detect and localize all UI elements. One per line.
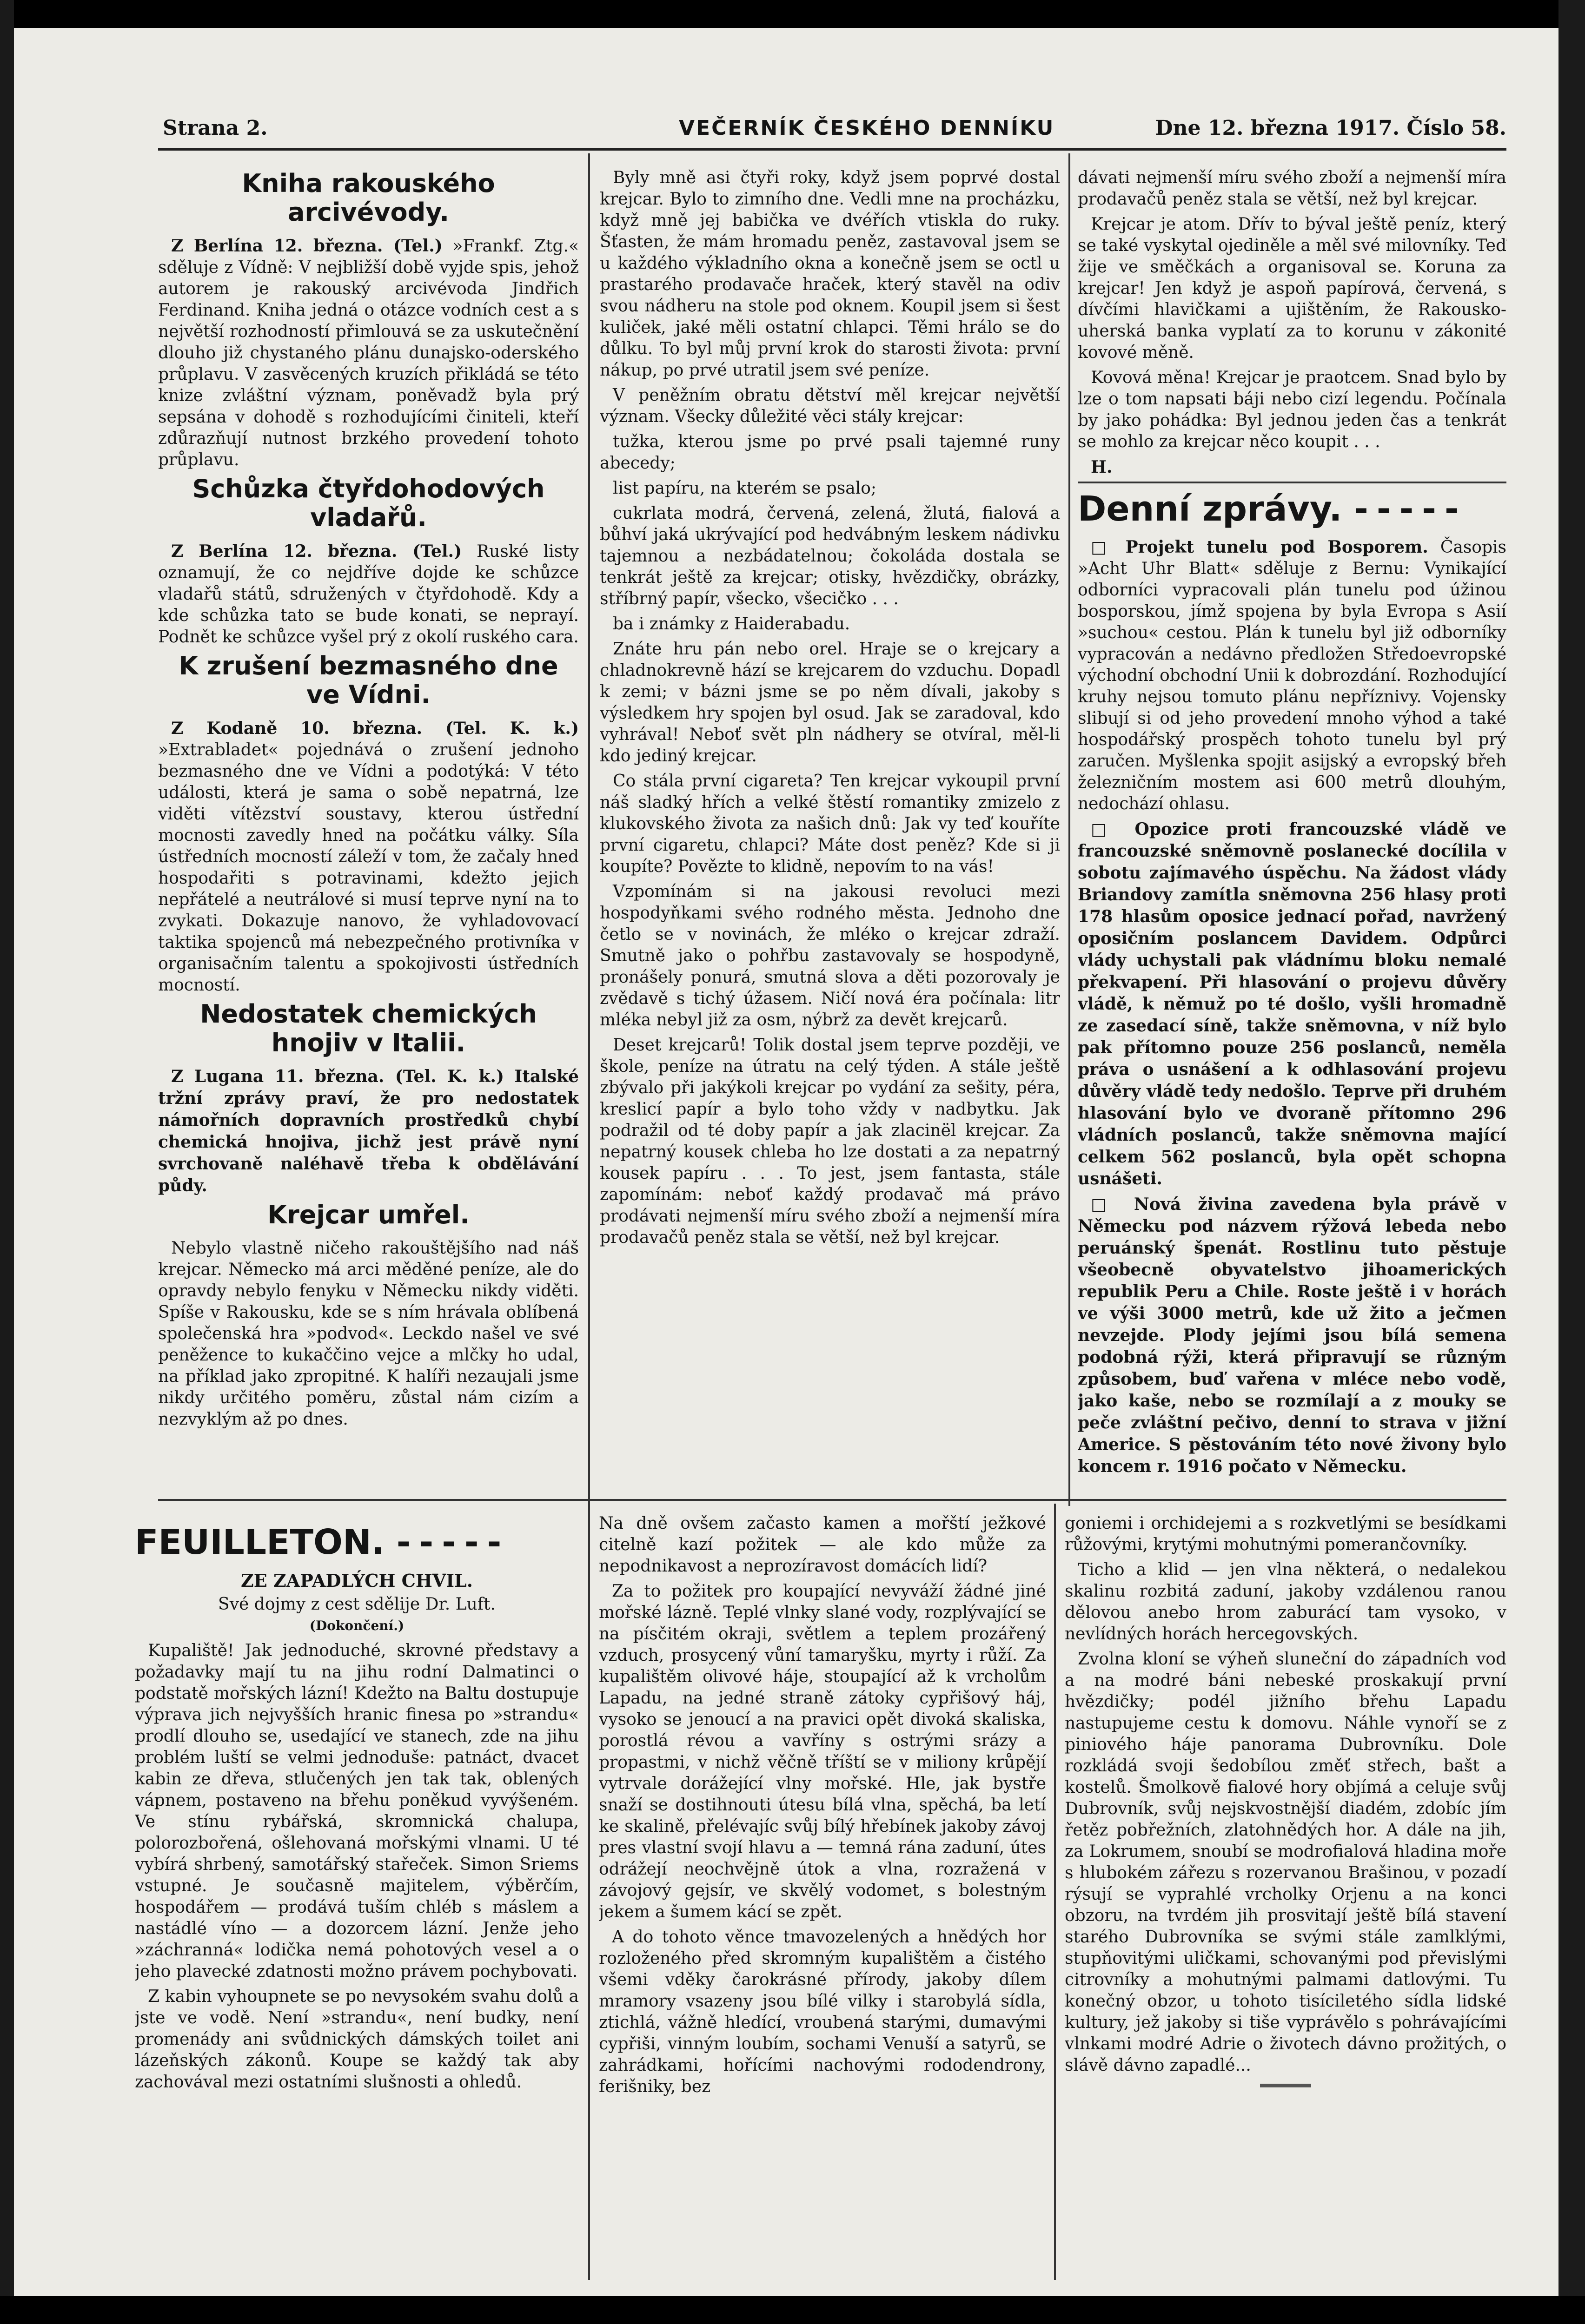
- krejcar-paragraph: Deset krejcarů! Tolik dostal jsem teprve později, ve škole, peníze na útratu na celý týden. A stále ještě zbývalo při jakýkoli krejcar po vydání za sešity, péra, kreslicí papír a bylo toho vždy v nadbytku. Jak podražil od té doby papír a jak zlacinël krejcar. Za nepatrný kousek chleba ho lze dostati a za nepatrný kousek papíru . . . To jest, jsem fantasta, stále zapomínám: neboť každý prodavač má právo prodávati nejmenší míru svého zboží a nejmenší míra prodavačů peněz stala se větší, než byl krejcar.: [600, 1036, 1060, 1247]
- headline-fertilizer: Nedostatek chemických hnojiv v Italii.: [200, 999, 537, 1057]
- end-ornament: [1260, 2084, 1311, 2087]
- article-rulers-meeting: [158, 541, 579, 648]
- headline-meatless-day: K zrušení bezmasného dne ve Vídni.: [179, 651, 558, 709]
- feuilleton-column-1: [135, 1518, 579, 2280]
- dateline: Z Berlína 12. března. (Tel.): [171, 236, 443, 256]
- feuilleton-paragraph: Zvolna kloní se výheň sluneční do západních vod a na modré báni nebeské proskakují první hvězdičky; podél jižního břehu Lapadu nastupujeme cestu k domovu. Náhle vynoří se z piniového háje panorama Dubrovníku. Dole rozkládá svoji šedobílou změť střech, bašt a kostelů. Šmolkově fialové hory objímá a celuje svůj Dubrovník, svůj nejskvostnější diadém, zdobíc jím řetěz pobřežních, zlatohnědých hor. A dále na jih, za Lokrumem, snoubí se modrofialová hladina moře s hlubokém zářezu s rozervanou Brašinou, v pozadí rýsují se vyprahlé vrcholky Orjenu a na konci obzoru, na tvrdém jih prosvitají ještě bílá stavení starého Dubrovníka se svými stále zamlklými, stupňovitými uličkami, schovanými pod převislými citrovníky a mohutnými palmami datlovými. Tu konečný obzor, u tohoto tisíciletého sídla lidské kultury, jež jakoby si tiše vyprávělo s pohrávajícími vlnkami modré Adrie o životech dávno prožitých, o slávě dávno zapadlé...: [1065, 1650, 1506, 2075]
- section-title-denni-zpravy: [1078, 489, 1506, 529]
- article-meatless-day: [158, 718, 579, 996]
- dateline: Z Berlína 12. března. (Tel.): [171, 541, 462, 561]
- krejcar-paragraph: dávati nejmenší míru svého zboží a nejmenší míra prodavačů peněz stala se větší, než byl krejcar.: [1078, 168, 1506, 209]
- headline-rulers-meeting: Schůzka čtyřdohodových vladařů.: [192, 474, 545, 532]
- news-lead: Nová živina zavedena byla právě v Německu: [1078, 1195, 1506, 1236]
- page-header: [158, 116, 1506, 149]
- feuilleton-paragraph: Na dně ovšem začasto kamen a mořští ježkové citelně kazí požitek — ale kdo může za nepodnikavost a neprozíravost domácích lidí?: [599, 1514, 1046, 1576]
- section-rule: [1078, 482, 1506, 483]
- scan-edge-left: [0, 0, 14, 2324]
- square-bullet-icon: □: [1091, 1195, 1118, 1214]
- krejcar-paragraph: Kovová měna! Krejcar je praotcem. Snad bylo by lze o tom napsati báji nebo cizí legendu. Počínala by jako pohádka: Byl jednou jeden čas a tenkrát se mohlo za krejcar něco koupit . . .: [1078, 368, 1506, 451]
- headline-krejcar: Krejcar umřel.: [267, 1200, 470, 1229]
- article-text: Italské tržní zprávy praví, že pro nedostatek námořních dopravních prostředků chybí chemická hnojiva, jichž jest právě nyní svrchovaně naléhavě třeba k obdělávání půdy.: [158, 1067, 579, 1195]
- feuilleton-paragraph: Kupaliště! Jak jednoduché, skrovné představy a požadavky mají tu na jihu rodní Dalmatinci o podstatě mořských lázní! Kdežto na Baltu dostupuje výprava jich nejvyšších hranic finesa po »strandu« prodlí dlouho se, usedající ve stanech, zde na jihu problém luští se velmi jednoduše: patnáct, dvacet kabin ze dřeva, stlučených jen tak tak, oblených vápnem, postaveno na břehu poněkud vyvýšeném. Ve stínu rybářská, skromnická chalupa, polorozbořená, ošlehovaná mořskými vlnami. U té vybírá shrbený, samotářský stařeček. Simon Sriems vstupné. Je současně majitelem, výběrčím, hospodářem — prodává tuším chléb s máslem a nastádlé víno — a dozorcem lázní. Jenže jeho »záchranná« lodička nemá pohotových vesel a o jeho plavecké zdatnosti možno právem pochybovati.: [135, 1641, 579, 1981]
- column-1: [158, 167, 579, 1494]
- krejcar-paragraph: ba i známky z Haiderabadu.: [613, 614, 850, 634]
- square-bullet-icon: □: [1091, 820, 1118, 839]
- article-text: »Frankf. Ztg.« sděluje z Vídně: V nejbližší době vyjde spis, jehož autorem je rakouský arcivévoda Jindřich Ferdinand. Kniha jedná o otázce vodních cest a s největší rozhodností přimlouvá se za uskutečnění dlouho již chystaného plánu dunajsko-oderského průplavu. V zasvěcených kruzích přikládá se této knize zvláštní význam, poněvadž byla prý sepsána v dohodě s rozhodujícími činiteli, kteří zdůrazňují nutnost brzkého provedení tohoto průplavu.: [158, 237, 579, 469]
- news-nutrition: [1078, 1194, 1506, 1478]
- krejcar-paragraph: list papíru, na kterém se psalo;: [613, 479, 877, 498]
- krejcar-paragraph: Znáte hru pán nebo orel. Hraje se o krejcary a chladnokrevně hází se krejcarem do vzduchu. Dopadl k zemi; v bázni jsme se po něm dívali, jakoby s výsledkem hry spojen byl osud. Jak se zaradoval, kdo vyhrával! Neboť svět pln nádhery se otvíral, měl-li kdo jediný krejcar.: [600, 640, 1060, 766]
- article-text: Ruské listy oznamují, že co nejdříve dojde ke schůzce vladařů států, sdružených v čtyřdohodě. Kdy a kde schůzka tato se bude konati, se neprayí. Podnět ke schůzce vyšel prý z okolí ruského cara.: [158, 542, 579, 647]
- author-signature: H.: [1091, 457, 1113, 477]
- scan-edge-top: [0, 0, 1585, 28]
- article-krejcar: Nebylo vlastně ničeho rakouštějšího nad náš krejcar. Německo má arci měděné peníze, ale do opravdy nebylo fenyku v Německu nikdy viděti. Spíše v Rakousku, kde se s ním hrávala oblíbená společenská hra »podvod«. Leckdo našel ve své peněžence to kukaččino vejce a mlčky ho udal, na příklad jako zpropitné. K halíři nezaujali jsme nikdy určitého poměru, zůstal nám cizím a nezvyklým až po dnes.: [158, 1239, 579, 1429]
- feuilleton-paragraph: Ticho a klid — jen vlna některá, o nedalekou skalinu rozbitá zaduní, jakoby vzdálenou ranou dělovou anebo hrom zaburácí tam vysoko, v nevlídných horách hercegovských.: [1065, 1560, 1506, 1644]
- article-fertilizer: [158, 1066, 579, 1197]
- krejcar-paragraph: V peněžním obratu dětství měl krejcar největší význam. Všecky důležité věci stály krejcar:: [600, 386, 1060, 426]
- column-rule: [588, 153, 590, 1506]
- feuilleton-note: (Dokončení.): [309, 1618, 405, 1633]
- feuilleton-column-3: [1065, 1513, 1506, 2280]
- news-text: ve francouzské sněmovně poslanecké docílila v sobotu zajímavého úspěchu. Na žádost vlády Briandovy zamítla sněmovna 256 hlasy proti 178 hlasům oposice jednací pořad, navržený oposičním poslancem Davidem. Odpůrci vlády uchystali pak vládnímu bloku nemalé překvapení. Při hlasování o projevu důvěry vládě, k němuž po té došlo, vyšli hromadně ze zasedací síně, takže sněmovna, v níž bylo pak přítomno pouze 256 poslanců, neměla práva o usnášení a k odhlasování projevu důvěry vládě tedy nedošlo. Teprve při druhém hlasování bylo ve dvoraně přítomno 296 vládních poslanců, takže sněmovna mající celkem 562 poslanců, byla opět schopna usnášeti.: [1078, 819, 1506, 1188]
- column-3: [1078, 167, 1506, 1494]
- feuilleton-paragraph: goniemi i orchidejemi a s rozkvetlými se besídkami růžovými, krytými mohutnými pomerančovníky.: [1065, 1514, 1506, 1554]
- column-2: [600, 167, 1060, 1494]
- article-archduke-book: [158, 235, 579, 471]
- issue-date: Dne 12. března 1917. Číslo 58.: [1155, 116, 1506, 140]
- feuilleton-byline: Své dojmy z cest sdělije Dr. Luft.: [218, 1595, 496, 1614]
- column-rule: [588, 1504, 590, 2280]
- column-rule: [1068, 153, 1070, 1506]
- feuilleton-paragraph: Z kabin vyhoupnete se po nevysokém svahu dolů a jste ve vodě. Není »strandu«, není budky, není promenády ani svůdnických dámských toilet ani lázeňských zákonů. Koupe se každý tak aby zachovával mezi ostatními slušnosti a ohledů.: [135, 1987, 579, 2092]
- feuilleton-rule: [158, 1499, 1506, 1501]
- news-lead: Projekt tunelu pod Bosporem.: [1125, 537, 1428, 557]
- news-france: [1078, 819, 1506, 1190]
- feuilleton-subtitle: ZE ZAPADLÝCH CHVIL.: [241, 1570, 473, 1591]
- section-title: Denní zprávy.: [1078, 489, 1342, 529]
- feuilleton-title: [135, 1522, 579, 1562]
- scan-edge-bottom: [0, 2296, 1585, 2324]
- krejcar-paragraph: Byly mně asi čtyři roky, když jsem poprvé dostal krejcar. Bylo to zimního dne. Vedli mne na procházku, když mně jej babička ve dvéřích vtiskla do ruky. Šťasten, že mám hromadu peněz, zastavoval jsem se u každého výkladního okna a konečně jsem se octl u prastarého prodavače hraček, který stavěl na odiv svou nádheru na stole pod oknem. Koupil jsem si šest kuliček, jaké měli ostatní chlapci. Těmi hrálo se do důlku. To byl můj první krok do starosti života: první nákup, po prvé utratil jsem své peníze.: [600, 168, 1060, 380]
- feuilleton-title-text: FEUILLETON.: [135, 1522, 385, 1562]
- krejcar-paragraph: Co stála první cigareta? Ten krejcar vykoupil první náš sladký hřích a velké štěstí romantiky zmizelo z klukovského života za našich dnů: Jak vy teď kouříte první cigaretu, chlapci? Máte dost peněz? Kde si ji koupíte? Povězte to klidně, nepovím to na vás!: [600, 772, 1060, 876]
- column-rule: [1054, 1504, 1056, 2280]
- news-text: pod názvem rýžová lebeda nebo peruánský špenát. Rostlinu tuto pěstuje všeobecně obyvatelstvo jihoamerických republik Peru a Chile. Roste ještě i v horách ve výši 3000 metrů, kde už žito a ječmen nevzejde. Plody jejími jsou bílá semena podobná rýži, která připravují se různým způsobem, buď vařena v mléce nebo vodě, jako kaše, nebo se rozmílají a z mouky se peče zvláštní pečivo, denní to strava v jižní Americe. S pěstováním této nové živony bylo koncem r. 1916 počato v Německu.: [1078, 1216, 1506, 1476]
- square-bullet-icon: □: [1091, 538, 1114, 557]
- krejcar-paragraph: Vzpomínám si na jakousi revoluci mezi hospodyňkami svého rodného města. Jednoho dne četlo se v novinách, že mléko o krejcar zdraží. Smutně jako o pohřbu zastavovaly se hospodyně, pronášely ponurá, smutná slova a děti pozorovaly je zvědavě s tichý úžasem. Ničí nová éra počínala: litr mléka nebyl již za osm, nýbrž za devět krejcarů.: [600, 882, 1060, 1030]
- article-text: »Extrabladet« pojednává o zrušení jednoho bezmasného dne ve Vídni a podotýká: V této události, která je sama o sobě nepatrná, lze viděti vítězství soustavy, kterou ústřední mocnosti zavedly hned na počátku války. Síla ústředních mocností záleží v tom, že začaly hned hospodařiti s potravinami, kdežto jejich nepřátelé a neutrálové si musí teprve nyní na to zvykati. Dokazuje nanovo, že vyhladovovací taktika spojenců má nebezpečného protivníka v organisačním talentu a spokojivosti ústředních mocností.: [158, 740, 579, 995]
- title-dashes: -----: [396, 1522, 510, 1562]
- scan-edge-right: [1558, 0, 1585, 2324]
- news-bosporus: [1078, 536, 1506, 815]
- newspaper-title: VEČERNÍK ČESKÉHO DENNÍKU: [679, 116, 1055, 140]
- feuilleton-paragraph: Za to požitek pro koupající nevyváží žádné jiné mořské lázně. Teplé vlnky slané vody, rozplývající se na písčitém okraji, světlem a teplem prozářený vzduch, prosycený vůní tamaryšku, myrty i růží. Za kupalištěm olivové háje, stoupající až k vrcholům Lapadu, na jedné straně zátoky cypřišový háj, vysoko se jenoucí a na pravici opět divoká skaliska, porostlá révou a vavříny s ostrými srázy a propastmi, v nichž věčně tříští se v miliony krůpějí vytrvale dorážející vlny mořské. Hle, jak bystře snaží se dostihnouti útesu bílá vlna, spěchá, ba letí ke skalině, přelévajíc svůj bílý hřebínek jakoby závoj pres vlastní svojí hlavu a — temná rána zaduní, útes odrážejí neochvějně útok a vlna, rozražená v závojový gejsír, ve skvělý vodomet, s bolestným jekem a šumem kácí se zpět.: [599, 1582, 1046, 1921]
- title-dashes: -----: [1354, 489, 1467, 529]
- header-rule: [158, 148, 1506, 151]
- dateline: Z Kodaně 10. března. (Tel. K. k.): [171, 719, 579, 738]
- news-text: Časopis »Acht Uhr Blatt« sděluje z Bernu: Vynikající odborníci vypracovali plán tunelu pod úžinou bosporskou, jímž spojena by byla Evropa s Asií »suchou« cestou. Plán k tunelu byl již odborníky vypracován a nedávno předložen Středoevropské východní obchodní Unii k dobrozdání. Rozhodující kruhy nejsou tomuto plánu nepříznivy. Vojensky slibují si od jeho provedení mnoho výhod a také hospodářský prospěch tohoto tunelu byl prý zaručen. Myšlenka spojit asijský a evropský břeh železničním mostem asi 600 metrů dlouhým, nedochází ohlasu.: [1078, 538, 1506, 813]
- headline-archduke-book: Kniha rakouského arcivévody.: [242, 169, 495, 227]
- krejcar-paragraph: cukrlata modrá, červená, zelená, žlutá, fialová a bůhví jaká ukrývající pod hedvábným leskem nádivku tajemnou a nezbádatelnou; čokoláda dostala se tenkrát ještě za krejcar; otisky, hvězdičky, obrázky, stříbrný papír, všecko, všecičko . . .: [600, 504, 1060, 608]
- news-lead: Opozice proti francouzské vládě: [1134, 819, 1470, 839]
- feuilleton-paragraph: A do tohoto věnce tmavozelených a hnědých hor rozloženého před skromným kupalištěm a čistého všemi vděky čarokrásné přírody, jakoby dílem mramory vsazeny jsou bílé vilky i starobylá sídla, ztichlá, vážně hledící, vroubená starými, dumavými cypřiši, vinným loubím, sochami Venuší a satyrů, se zahrádkami, hořícími nachovými rododendrony, ferišniky, bez: [599, 1928, 1046, 2096]
- krejcar-paragraph: tužka, kterou jsme po prvé psali tajemné runy abecedy;: [600, 432, 1060, 473]
- krejcar-paragraph: Krejcar je atom. Dřív to býval ještě peníz, který se také vyskytal ojediněle a měl své milovníky. Teď žije ve směčkách a organisoval se. Koruna za krejcar! Jen když je aspoň papírová, červená, s dívčími hlavičkami a ujištěním, že Rakousko-uherská banka vyplatí za to korunu v zákonité kovové měně.: [1078, 215, 1506, 362]
- dateline: Z Lugana 11. března. (Tel. K. k.): [171, 1067, 504, 1086]
- feuilleton-column-2: [599, 1513, 1046, 2280]
- page-number: Strana 2.: [163, 116, 268, 140]
